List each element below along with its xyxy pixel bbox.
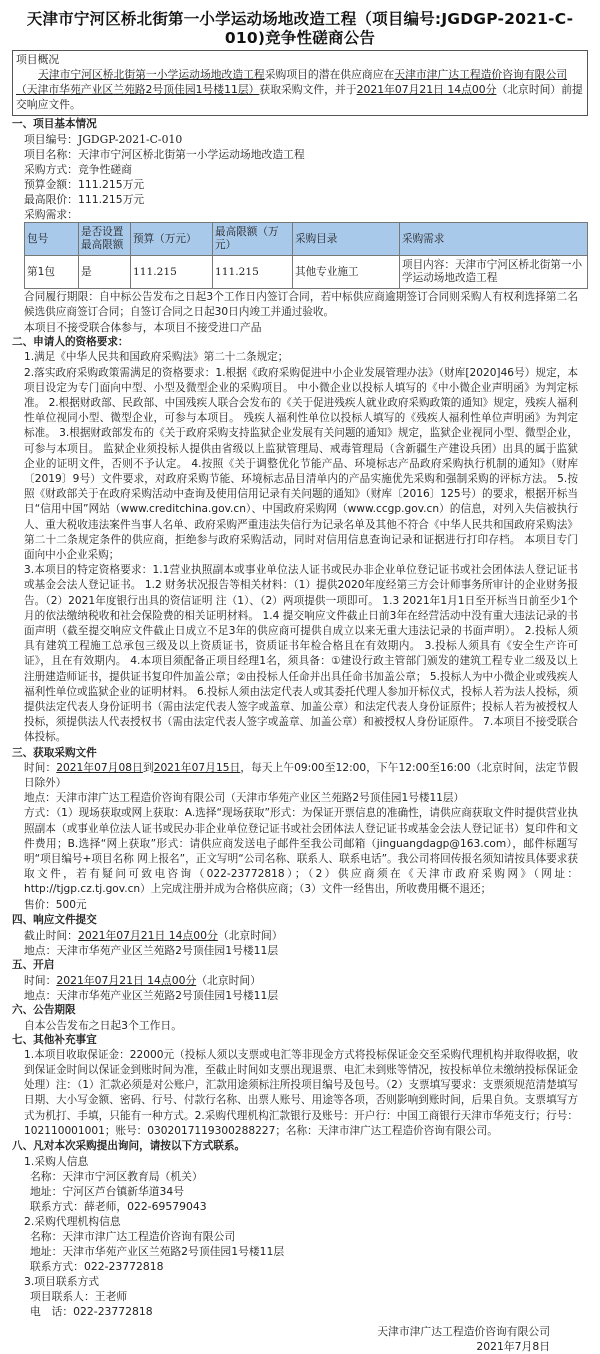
opening-place: 地点：天津市华苑产业区兰苑路2号顶佳园1号楼11层 (24, 988, 279, 1002)
col-max-limit: 最高限额（万元） (213, 223, 293, 256)
obtain-time: 时间：2021年07月08日到2021年07月15日，每天上午09:00至12:00，下午12:00至16:00（北京时间，法定节假日除外） (24, 761, 579, 789)
agency-contact: 联系方式：022-23772818 (30, 1259, 164, 1273)
project-contact-title: 3.项目联系方式 (24, 1274, 100, 1288)
qualification-1: 1.满足《中华人民共和国政府采购法》第二十二条规定； (24, 351, 289, 364)
project-contact-phone: 电 话：022-23772818 (30, 1304, 153, 1318)
purchaser-address: 地址：宁河区芦台镇新华道34号 (30, 1184, 185, 1198)
obtain-place: 地点：天津市津广达工程造价咨询有限公司（天津市华苑产业区兰苑路2号顶佳园1号楼11层） (24, 792, 465, 805)
overview-project-name: 天津市宁河区桥北街第一小学运动场地改造工程 (38, 68, 265, 81)
procurement-method: 采购方式：竞争性磋商 (24, 163, 132, 176)
consortium-note: 本项目不接受联合体参与，本项目不接受进口产品 (24, 321, 262, 335)
overview-text: 天津市宁河区桥北街第一小学运动场地改造工程采购项目的潜在供应商应在天津市津广达工程造价咨询有限公司（天津市华苑产业区兰苑路2号顶佳园1号楼11层）获取采购文件，并于2021年07月21日 14点00分（北京时间）前提交响应文件。 (16, 68, 583, 111)
contract-period: 合同履行期限：自中标公告发布之日起3个工作日内签订合同，若中标供应商逾期签订合同则采购人有权利选择第二名候选供应商签订合同；自签订合同之日起30日内竣工并通过验收。 (24, 291, 578, 319)
announcement-period: 自本公告发布之日起3个工作日。 (24, 1018, 183, 1032)
project-overview-box (12, 50, 588, 116)
max-price: 最高限价：111.215万元 (24, 193, 145, 206)
section-1-heading: 一、项目基本情况 (12, 118, 97, 130)
col-requirement: 采购需求 (400, 223, 588, 256)
project-number: 项目编号：JGDGP-2021-C-010 (24, 133, 183, 146)
table-row: 第1包 是 111.215 111.215 其他专业施工 项目内容：天津市宁河区桥北街第一小学运动场地改造工程 (25, 256, 588, 289)
overview-agency-address: 天津市津广达工程造价咨询有限公司（天津市华苑产业区兰苑路2号顶佳园1号楼11层） (16, 68, 568, 96)
supplementary-matters: 1.本项目收取保证金：22000元（投标人须以支票或电汇等非现金方式将投标保证金交至采购代理机构并取得收据，收到保证金时间以保证金到账时间为准，至截止时间如支票出现退票、电汇未到账等情况，按投标单位未缴纳投标保证金处理）注：（1）汇款必须是对公账户，汇款用途须标注所投项目编号及包号。（2）支票填写要求：支票须规范清楚填写日期、大小写金额、密码、行号、付款行名称、出票人账号、用途等各项，否则影响到账时间，后果自负。支票填写方式为机打、手填，只能有一种方式。2.采购代理机构汇款银行及账号：开户行：中国工商银行天津市华苑支行；行号：102110001001；账号：0302017119300288227；名称：天津市津广达工程造价咨询有限公司。 (24, 1048, 578, 1137)
agency-name: 名称：天津市津广达工程造价咨询有限公司 (30, 1229, 236, 1243)
opening-time: 时间：2021年07月21日 14点00分（北京时间） (24, 973, 262, 987)
section-7-heading: 七、其他补充事宜 (12, 1033, 97, 1046)
section-4-heading: 四、响应文件提交 (12, 913, 97, 926)
qualification-3: 3.本项目的特定资格要求：1.1营业执照副本或事业单位法人证书或民办非企业单位登记证书或社会团体法人登记证书或基金会法人登记证书。 1.2 财务状况报告等相关材料：（1）提供2020年度经第三方会计师事务所审计的企业财务报告。（2）2021年度银行出具的资信证明 注（1）、（2）两项提供一项即可。 1.3 2021年1月1日至开标当日前至少1个月的依法缴纳税收和社会保险费的相关证明材料。 1.4 提交响应文件截止日前3年在经营活动中没有重大违法记录的书面声明（截至提交响应文件截止日成立不足3年的供应商可提供自成立以来无重大违法记录的书面声明）。 2.投标人须具有建筑工程施工总承包三级及以上资质证书，资质证书年检合格且在有效期内。 3.投标人须具有《安全生产许可证》，且在有效期内。 4.本项目须配备正项目经理1名，须具备：①建设行政主管部门颁发的建筑工程专业二级及以上注册建造师证书，提供证书复印件加盖公章；②由投标人任命并出具任命书加盖公章； 5.投标人为中小微企业或残疾人福利性单位或监狱企业的证明材料。 6.投标人须由法定代表人或其委托代理人参加开标仪式，投标人若为法人投标，须提供法定代表人身份证明书（需由法定代表人签字或盖章、加盖公章）和法定代表人身份证原件；投标人若为被授权人投标，须提供法人代表授权书（需由法定代表人签字或盖章、加盖公章）和被授权人身份证原件。 7.本项目不接受联合体投标。 (24, 564, 578, 744)
section-5-heading: 五、开启 (12, 958, 55, 971)
section-8-heading: 八、凡对本次采购提出询问，请按以下方式联系。 (12, 1139, 246, 1152)
col-catalog: 采购目录 (293, 223, 400, 256)
overview-label: 项目概况 (16, 53, 60, 66)
section-3-heading: 三、获取采购文件 (12, 746, 97, 759)
project-contact-person: 项目联系人：王老师 (30, 1289, 128, 1303)
col-has-max: 是否设置最高限额 (79, 223, 131, 256)
submission-place: 地点：天津市华苑产业区兰苑路2号顶佳园1号楼11层 (24, 943, 279, 957)
purchaser-contact: 联系方式：薛老师，022-69579043 (30, 1199, 207, 1213)
agency-info-title: 2.采购代理机构信息 (24, 1214, 121, 1228)
purchaser-info-title: 1.采购人信息 (24, 1154, 89, 1168)
col-budget: 预算（万元） (131, 223, 213, 256)
purchaser-name: 名称：天津市宁河区教育局（机关） (30, 1169, 203, 1183)
budget-amount: 预算金额：111.215万元 (24, 178, 145, 191)
document-price: 售价：500元 (24, 898, 87, 911)
col-package: 包号 (25, 223, 79, 256)
submission-deadline: 截止时间：2021年07月21日 14点00分（北京时间） (24, 928, 283, 942)
obtain-method: 方式：（1）现场获取或网上获取：A.选择“现场获取”形式：为保证开票信息的准确性，请供应商获取文件时提供营业执照副本（或事业单位法人证书或民办非企业单位登记证书或社会团体法人登记证书或基金会法人登记证书）复印件和文件费用；B.选择“网上获取”形式：请供应商发送电子邮件至我公司邮箱（jinguangdagp@163.com），邮件标题写明“项目编号+项目名称 网上报名”，正文写明“公司名称、联系人、联系电话”。我公司将回传报名须知请按具体要求获取文件，若有疑问可致电咨询（022-23772818）；（2）供应商须在《天津市政府采购网》（网址：http://tjgp.cz.tj.gov.cn）上完成注册并成为合格供应商；（3）文件一经售出，所收费用概不退还； (24, 807, 578, 896)
section-6-heading: 六、公告期限 (12, 1003, 76, 1016)
agency-address: 地址：天津市华苑产业区兰苑路2号顶佳园1号楼11层 (30, 1244, 285, 1258)
qualification-2: 2.落实政府采购政策需满足的资格要求：1.根据《政府采购促进中小企业发展管理办法》（财库[2020]46号）规定，本项目设定为专门面向中型、小型及微型企业的采购项目。 中小微企业以投标人填写的《中小微企业声明函》为判定标准。 2.根据财政部、民政部、中国残疾人联合会发布的《关于促进残疾人就业政府采购政策的通知》规定，残疾人福利性单位视同小型、微型企业，可参与本项目。 残疾人福利性单位以投标人填写的《残疾人福利性单位声明函》为判定标准。 3.根据财政部发布的《关于政府采购支持监狱企业发展有关问题的通知》规定，监狱企业视同小型、微型企业，可参与本项目。 监狱企业须投标人提供由省级以上监狱管理局、戒毒管理局（含新疆生产建设兵团）出具的属于监狱企业的证明文件，否则不予认定。 4.按照《关于调整优化节能产品、环境标志产品政府采购执行机制的通知》（财库〔2019〕9号）文件要求，对政府采购节能、环境标志品目清单内的产品实施优先采购和强制采购的评标方法。 5.按照《财政部关于在政府采购活动中查询及使用信用记录有关问题的通知》（财库〔2016〕125号）的要求，根据开标当日“信用中国”网站（www.creditchina.gov.cn）、中国政府采购网（www.ccgp.gov.cn）的信息，对列入失信被执行人、重大税收违法案件当事人名单、政府采购严重违法失信行为记录名单及其他不符合《中华人民共和国政府采购法》第二十二条规定条件的供应商，拒绝参与政府采购活动，同时对信用信息查询记录和证据进行打印存档。 本项目专门面向中小企业采购； (24, 366, 578, 562)
procurement-requirements-label: 采购需求： (24, 208, 78, 221)
signature-date: 2021年7月8日 (476, 1339, 550, 1353)
requirements-table (24, 222, 588, 289)
project-name: 项目名称：天津市宁河区桥北街第一小学运动场地改造工程 (24, 148, 305, 161)
section-2-heading: 二、申请人的资格要求： (12, 336, 129, 349)
table-header-row (25, 223, 588, 256)
overview-deadline: 2021年07月21日 14点00分 (356, 83, 497, 96)
page-title: 天津市宁河区桥北街第一小学运动场地改造工程（项目编号:JGDGP-2021-C-010)竞争性磋商公告 (26, 10, 574, 47)
signature-company: 天津市津广达工程造价咨询有限公司 (377, 1324, 550, 1338)
